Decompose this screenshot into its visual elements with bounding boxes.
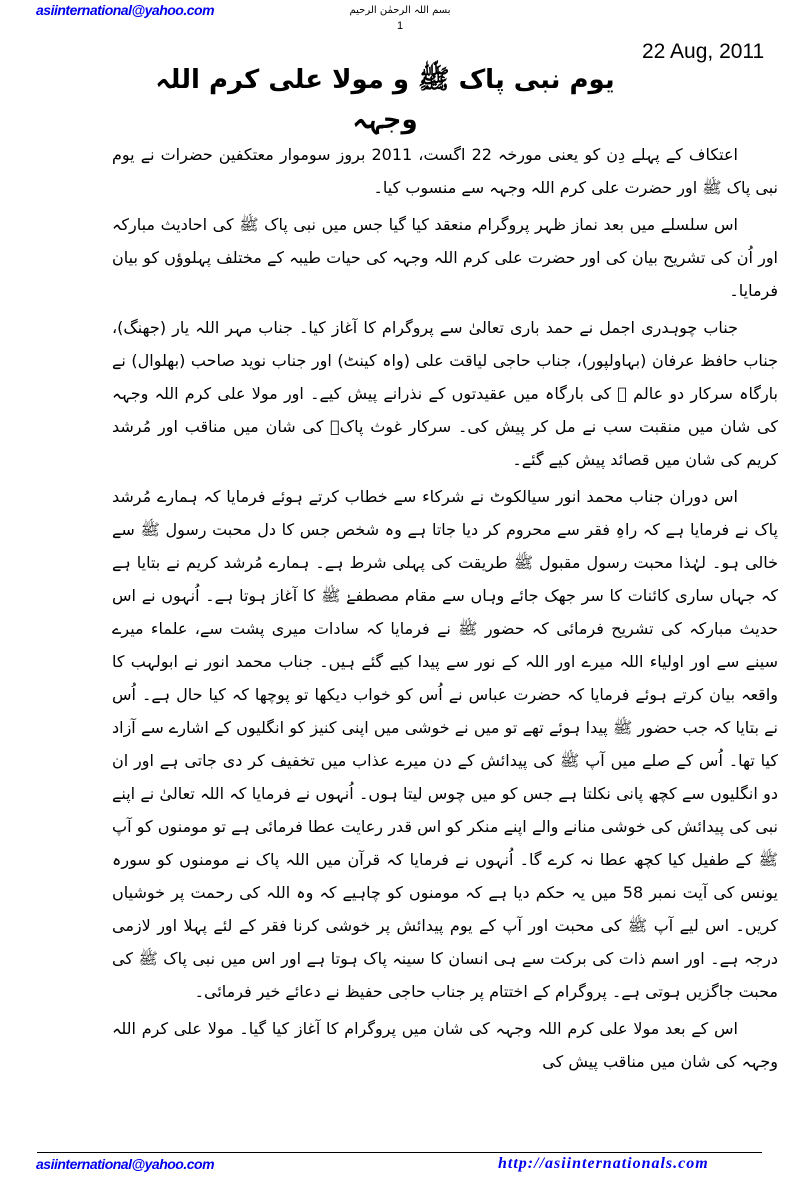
bismillah: بسم اللہ الرحمٰن الرحیم xyxy=(349,5,451,16)
page-title: یوم نبی پاک ﷺ و مولا علی کرم اللہ وجہہ xyxy=(155,65,615,135)
article-date: 22 Aug, 2011 xyxy=(642,40,765,63)
paragraph: اعتکاف کے پہلے دِن کو یعنی مورخہ 22 اگست، 2011 بروز سوموار معتکفین حضرات نے یوم نبی پاک ﷺ اور حضرت علی کرم اللہ وجہہ سے منسوب کیا۔ xyxy=(112,145,778,197)
paragraph: جناب چوہدری اجمل نے حمد باری تعالیٰ سے پروگرام کا آغاز کیا۔ جناب مہر اللہ یار (جھنگ)، جناب حافظ عرفان (بہاولپور)، جناب حاجی لیاقت علی (واہ کینٹ) اور جناب نوید صاحب (بھلوال) نے بارگاہ سرکار دو عالم ﷺ کی بارگاہ میں عقیدتوں کے نذرانے پیش کیے۔ اور مولا علی کرم اللہ وجہہ کی شان میں منقبت سب نے مل کر پیش کی۔ سرکار غوث پاکؓ کی شان میں مناقب اور مُرشد کریم کی شان میں قصائد پیش کیے گئے۔ xyxy=(112,318,778,469)
paragraph: اس دوران جناب محمد انور سیالکوٹ نے شرکاء سے خطاب کرتے ہوئے فرمایا کہ ہمارے مُرشد پاک نے فرمایا ہے کہ راہِ فقر سے محروم کر دیا جاتا ہے وہ شخص جس کا دل محبت رسول ﷺ سے خالی ہو۔ لہٰذا محبت رسول مقبول ﷺ طریقت کی پہلی شرط ہے۔ ہمارے مُرشد کریم نے بتایا ہے کہ جہاں ساری کائنات کا سر جھک جائے وہاں سے مقام مصطفےٰ ﷺ کا آغاز ہوتا ہے۔ اُنہوں نے اس حدیث مبارکہ کی تشریح فرمائی کہ حضور ﷺ نے فرمایا کہ سادات میری پشت سے، علماء میرے سینے سے اور اولیاء اللہ میرے اور اللہ کے نور سے پیدا کیے گئے ہیں۔ جناب محمد انور نے ابولہب کا واقعہ بیان کرتے ہوئے فرمایا کہ حضرت عباس نے اُس کو خواب دیکھا تو پوچھا کہ کیا حال ہے۔ اُس نے بتایا کہ جب حضور ﷺ پیدا ہوئے تھے تو میں نے خوشی میں اپنی کنیز کو انگلیوں کے اشارے سے آزاد کیا تھا۔ اُس کے صلے میں آپ ﷺ کی پیدائش کے دن میرے عذاب میں تخفیف کر دی جاتی ہے اور ان دو انگلیوں سے کچھ پانی نکلتا ہے جس کو میں چوس لیتا ہوں۔ اُنہوں نے فرمایا کہ اللہ تعالیٰ نے اپنے نبی کی پیدائش کی خوشی منانے والے اپنے منکر کو اس قدر رعایت عطا فرمائی ہے تو مومنوں کو آپ ﷺ کے طفیل کیا کچھ عطا نہ کرے گا۔ اُنہوں نے فرمایا کہ قرآن میں اللہ پاک نے مومنوں کو سورہ یونس کی آیت نمبر 58 میں یہ حکم دیا ہے کہ مومنوں کو چاہیے کہ وہ اللہ کی رحمت پر خوشیاں کریں۔ اس لیے آپ ﷺ کی محبت اور آپ کے یوم پیدائش پر خوشی کرنا فقر کے لئے پہلا اور لازمی درجہ ہے۔ اور اسم ذات کی برکت سے ہی انسان کا سینہ پاک ہوتا ہے اور اس میں نبی پاک ﷺ کی محبت جاگزیں ہوتی ہے۔ پروگرام کے اختتام پر جناب حاجی حفیظ نے دعائے خیر فرمائی۔ xyxy=(112,487,778,1001)
footer-divider xyxy=(37,1152,762,1153)
paragraph: اس سلسلے میں بعد نماز ظہر پروگرام منعقد کیا گیا جس میں نبی پاک ﷺ کی احادیث مبارکہ اور اُن کی تشریح بیان کی اور حضرت علی کرم اللہ وجہہ کی حیات طیبہ کے مختلف پہلوؤں کو بیان فرمایا۔ xyxy=(112,215,778,300)
header-email-link[interactable]: asiinternational@yahoo.com xyxy=(36,2,215,18)
page-number: 1 xyxy=(396,20,404,32)
footer-website-link[interactable]: http://asiinternationals.com xyxy=(498,1155,709,1172)
paragraph: اس کے بعد مولا علی کرم اللہ وجہہ کی شان میں پروگرام کا آغاز کیا گیا۔ مولا علی کرم اللہ وجہہ کی شان میں مناقب پیش کی xyxy=(112,1019,778,1071)
footer-email-link[interactable]: asiinternational@yahoo.com xyxy=(36,1156,215,1172)
article-body xyxy=(112,138,778,1082)
